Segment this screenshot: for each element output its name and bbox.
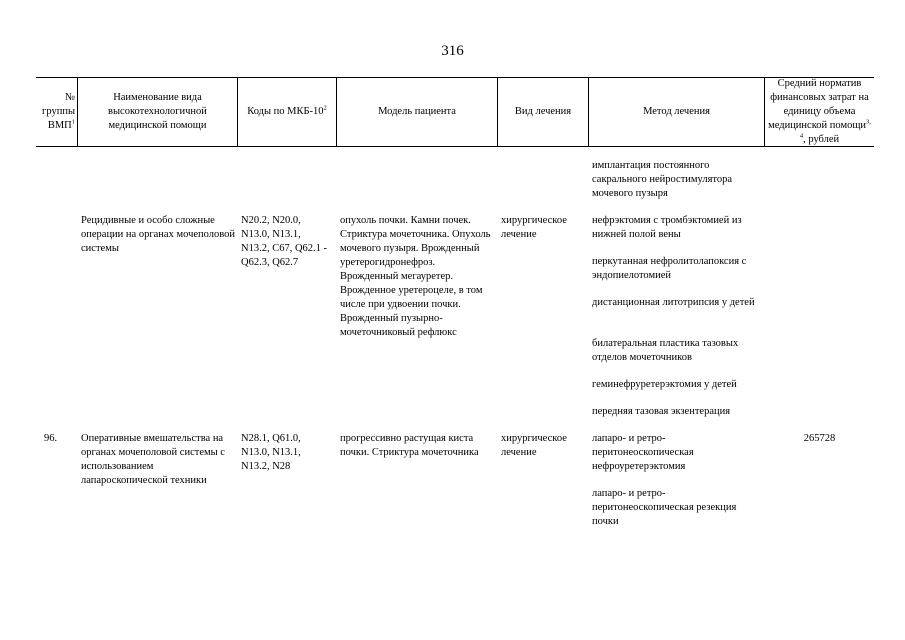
care-type-cell: Рецидивные и особо сложные операции на органах мочеполовой системы — [81, 215, 235, 254]
header-treatment-method — [589, 77, 764, 146]
footnote-1: 1 — [71, 118, 75, 125]
header-cost-standard — [765, 77, 874, 146]
method-cell: лапаро- и ретро-перитонеоскопическая резекция почки — [592, 488, 737, 527]
method-cell: передняя тазовая экзентерация — [592, 406, 731, 417]
method-cell: геминефруретерэктомия у детей — [592, 379, 737, 390]
footnote-3-4: 3, 4 — [799, 118, 871, 139]
cost-cell: 265728 — [803, 433, 836, 444]
header-icd-codes — [238, 77, 336, 146]
icd-codes-cell: N28.1, Q61.0, N13.0, N13.1, N13.2, N28 — [241, 433, 301, 472]
method-cell: перкутанная нефролитолапоксия с эндопиелотомией — [592, 256, 747, 281]
header-cost-standard-text: Средний норматив финансовых затрат на единицу объема медицинской помощи — [768, 77, 869, 131]
header-care-type-text: Наименование вида высокотехнологичной медицинской помощи — [108, 91, 207, 131]
method-cell: нефрэктомия с тромбэктомией из нижней полой вены — [592, 215, 742, 240]
header-treatment-type-text: Вид лечения — [514, 105, 572, 117]
page-number: 316 — [441, 43, 464, 59]
patient-model-cell: опухоль почки. Камни почек. Стриктура мочеточника. Опухоль мочевого пузыря. Врожденный уретерогидронефроз. Врожденный мегауретер. Врожденное уретероцеле, в том числе при удвоении почки. Врожденный пузырно-мочеточниковый рефлюкс — [340, 215, 491, 338]
method-cell: дистанционная литотрипсия у детей — [592, 297, 755, 308]
treatment-type-cell: хирургическое лечение — [501, 433, 567, 458]
header-group-number-text: № группы ВМП — [42, 91, 75, 131]
header-bottom-rule — [36, 146, 874, 147]
method-cell: билатеральная пластика тазовых отделов мочеточников — [592, 338, 739, 363]
icd-codes-cell: N20.2, N20.0, N13.0, N13.1, N13.2, C67, Q62.1 - Q62.3, Q62.7 — [241, 215, 328, 268]
header-patient-model-text: Модель пациента — [378, 105, 456, 117]
footnote-2: 2 — [323, 104, 327, 111]
header-group-number — [36, 77, 77, 146]
header-patient-model — [337, 77, 497, 146]
group-number-cell: 96. — [44, 433, 58, 444]
care-type-cell: Оперативные вмешательства на органах мочеполовой системы с использованием лапароскопической техники — [81, 433, 225, 486]
header-icd-codes-text: Коды по МКБ-10 — [247, 105, 324, 117]
treatment-type-cell: хирургическое лечение — [501, 215, 567, 240]
method-cell: лапаро- и ретро-перитонеоскопическая нефроуретерэктомия — [592, 433, 694, 472]
header-treatment-method-text: Метод лечения — [643, 105, 710, 117]
header-cost-unit: , рублей — [803, 133, 840, 145]
patient-model-cell: прогрессивно растущая киста почки. Стриктура мочеточника — [340, 433, 479, 458]
header-care-type — [78, 77, 237, 146]
header-treatment-type — [498, 77, 588, 146]
method-cell: имплантация постоянного сакрального нейростимулятора мочевого пузыря — [592, 160, 733, 199]
